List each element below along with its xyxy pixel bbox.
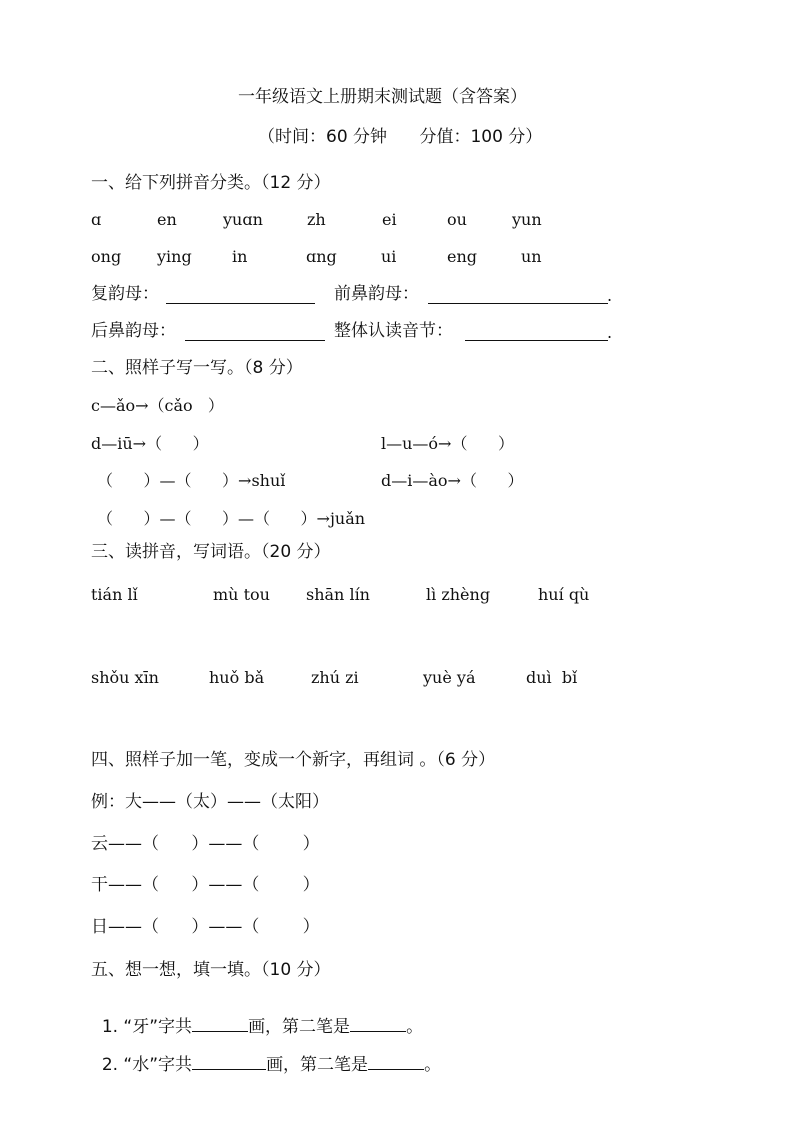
q1-end: 。: [406, 1017, 424, 1037]
pinyin-item: zh: [307, 210, 326, 229]
section4-heading: 四、照样子加一笔，变成一个新字，再组词 。（6 分）: [91, 750, 496, 770]
exercise-line[interactable]: d—iū→（ ）: [91, 434, 209, 453]
section2-heading: 二、照样子写一写。（8 分）: [91, 358, 303, 378]
pinyin-item: en: [157, 210, 177, 229]
example-line: c—ǎo→（cǎo ）: [91, 396, 224, 415]
exercise-line[interactable]: 干——（ ）——（ ）: [91, 875, 320, 895]
q2-blank-strokes[interactable]: [192, 1055, 266, 1070]
question-1: [91, 1000, 423, 1036]
pinyin-item: eng: [447, 247, 478, 266]
fill-label-back-nasal: 后鼻韵母：: [91, 321, 176, 341]
pinyin-word: lì zhèng: [426, 585, 491, 604]
fill-blank-diphthong[interactable]: [166, 288, 315, 304]
pinyin-word: yuè yá: [423, 668, 476, 687]
section3-heading: 三、读拼音，写词语。（20 分）: [91, 542, 331, 562]
exercise-line[interactable]: 日——（ ）——（ ）: [91, 917, 320, 937]
q1-prefix: 1. “牙”字共: [101, 1017, 193, 1037]
fill-suffix: .: [607, 323, 613, 342]
pinyin-item: yun: [512, 210, 542, 229]
pinyin-item: un: [521, 247, 542, 266]
pinyin-word: tián lǐ: [91, 585, 138, 604]
q2-blank-second-stroke[interactable]: [368, 1055, 424, 1070]
pinyin-word: shǒu xīn: [91, 668, 159, 687]
pinyin-word: huí qù: [538, 585, 590, 604]
page-title: 一年级语文上册期末测试题（含答案）: [238, 87, 527, 107]
pinyin-word: mù tou: [213, 585, 270, 604]
pinyin-item: ɑng: [306, 247, 337, 266]
fill-label-whole-syllable: 整体认读音节：: [334, 321, 453, 341]
pinyin-word: zhú zi: [311, 668, 359, 687]
exercise-line[interactable]: （ ）—（ ）→shuǐ: [97, 471, 286, 490]
q1-blank-second-stroke[interactable]: [350, 1017, 406, 1032]
pinyin-item: ɑ: [91, 210, 102, 229]
pinyin-word: shān lín: [306, 585, 370, 604]
pinyin-item: ong: [91, 247, 122, 266]
question-2: [91, 1038, 441, 1074]
exercise-line[interactable]: d—i—ào→（ ）: [381, 471, 524, 490]
fill-label-diphthong: 复韵母：: [91, 284, 159, 304]
exercise-line[interactable]: l—u—ó→（ ）: [381, 434, 514, 453]
exercise-line[interactable]: （ ）—（ ）—（ ）→juǎn: [97, 509, 366, 528]
pinyin-item: in: [232, 247, 248, 266]
q2-end: 。: [424, 1055, 442, 1075]
fill-blank-front-nasal[interactable]: [428, 288, 608, 304]
pinyin-item: ui: [381, 247, 397, 266]
pinyin-word: duì bǐ: [526, 668, 578, 687]
example-line: 例：大——（太）——（太阳）: [91, 792, 329, 812]
q2-prefix: 2. “水”字共: [101, 1055, 193, 1075]
fill-blank-whole-syllable[interactable]: [465, 325, 608, 341]
section5-heading: 五、想一想，填一填。（10 分）: [91, 960, 331, 980]
q1-mid: 画，第二笔是: [248, 1017, 351, 1037]
q1-blank-strokes[interactable]: [192, 1017, 248, 1032]
exercise-line[interactable]: 云——（ ）——（ ）: [91, 834, 320, 854]
fill-label-front-nasal: 前鼻韵母：: [334, 284, 419, 304]
fill-suffix: .: [607, 286, 613, 305]
pinyin-item: ei: [382, 210, 397, 229]
page-subtitle: （时间：60 分钟 分值：100 分）: [258, 127, 543, 147]
section1-heading: 一、给下列拼音分类。（12 分）: [91, 173, 331, 193]
q2-mid: 画，第二笔是: [266, 1055, 369, 1075]
pinyin-item: ying: [157, 247, 192, 266]
pinyin-item: yuɑn: [223, 210, 263, 229]
fill-blank-back-nasal[interactable]: [185, 325, 325, 341]
pinyin-item: ou: [447, 210, 467, 229]
pinyin-word: huǒ bǎ: [209, 668, 265, 687]
